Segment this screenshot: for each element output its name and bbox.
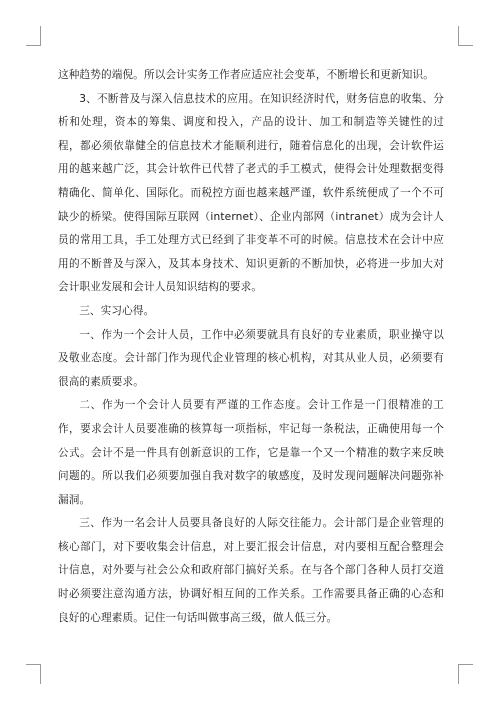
document-body — [58, 64, 444, 630]
paragraph-point-two: 二、作为一个会计人员要有严谨的工作态度。会计工作是一门很精准的工作，要求会计人员要准确的核算每一项指标，牢记每一条税法，正确使用每一个公式。会计不是一件具有创新意识的工作，它是靠一个又一个精准的数字来反映问题的。所以我们必须要加强自我对数字的敏感度，及时发现问题解决问题弥补漏洞。 — [58, 399, 444, 506]
crop-mark-top-right-horizontal — [458, 45, 473, 46]
crop-mark-top-left-horizontal — [26, 45, 41, 46]
crop-mark-top-right-vertical — [458, 26, 459, 46]
section-heading-internship: 三、实习心得。 — [79, 304, 155, 317]
paragraph-intro: 这种趋势的端倪。所以会计实务工作者应适应社会变革，不断增长和更新知识。 — [58, 69, 435, 81]
paragraph-point-three: 三、作为一名会计人员要具备良好的人际交往能力。会计部门是企业管理的核心部门，对下要收集会计信息，对上要汇报会计信息，对内要相互配合整理会计信息，对外要与社会公众和政府部门搞好关系。在与各个部门各种人员打交道时必须要注意沟通方法，协调好相互间的工作关系。工作需要具备正确的心态和良好的心理素质。记住一句话叫做事高三级，做人低三分。 — [58, 517, 444, 624]
crop-mark-bottom-right-horizontal — [458, 664, 473, 665]
paragraph-point-one: 一、作为一个会计人员，工作中必须要就具有良好的专业素质，职业操守以及敬业态度。会计部门作为现代企业管理的核心机构，对其从业人员，必须要有很高的素质要求。 — [58, 328, 444, 388]
crop-mark-top-left-vertical — [40, 26, 41, 46]
crop-mark-bottom-left-vertical — [40, 664, 41, 684]
crop-mark-bottom-right-vertical — [458, 664, 459, 684]
paragraph-info-tech: 3、不断普及与深入信息技术的应用。在知识经济时代，财务信息的收集、分析和处理，资本的筹集、调度和投入，产品的设计、加工和制造等关键性的过程，都必须依靠健全的信息技术才能顺利进行，随着信息化的出现，会计软件运用的越来越广泛，其会计软件已代替了老式的手工模式，使得会计处理数据变得精确化、简单化、国际化。而税控方面也越来越严谨，软件系统便成了一个不可缺少的桥梁。使得国际互联网（internet）、企业内部网（intranet）成为会计人员的常用工具，手工处理方式已经到了非变革不可的时候。信息技术在会计中应用的不断普及与深入，及其本身技术、知识更新的不断加快，必将进一步加大对会计职业发展和会计人员知识结构的要求。 — [58, 92, 444, 294]
crop-mark-bottom-left-horizontal — [26, 664, 41, 665]
